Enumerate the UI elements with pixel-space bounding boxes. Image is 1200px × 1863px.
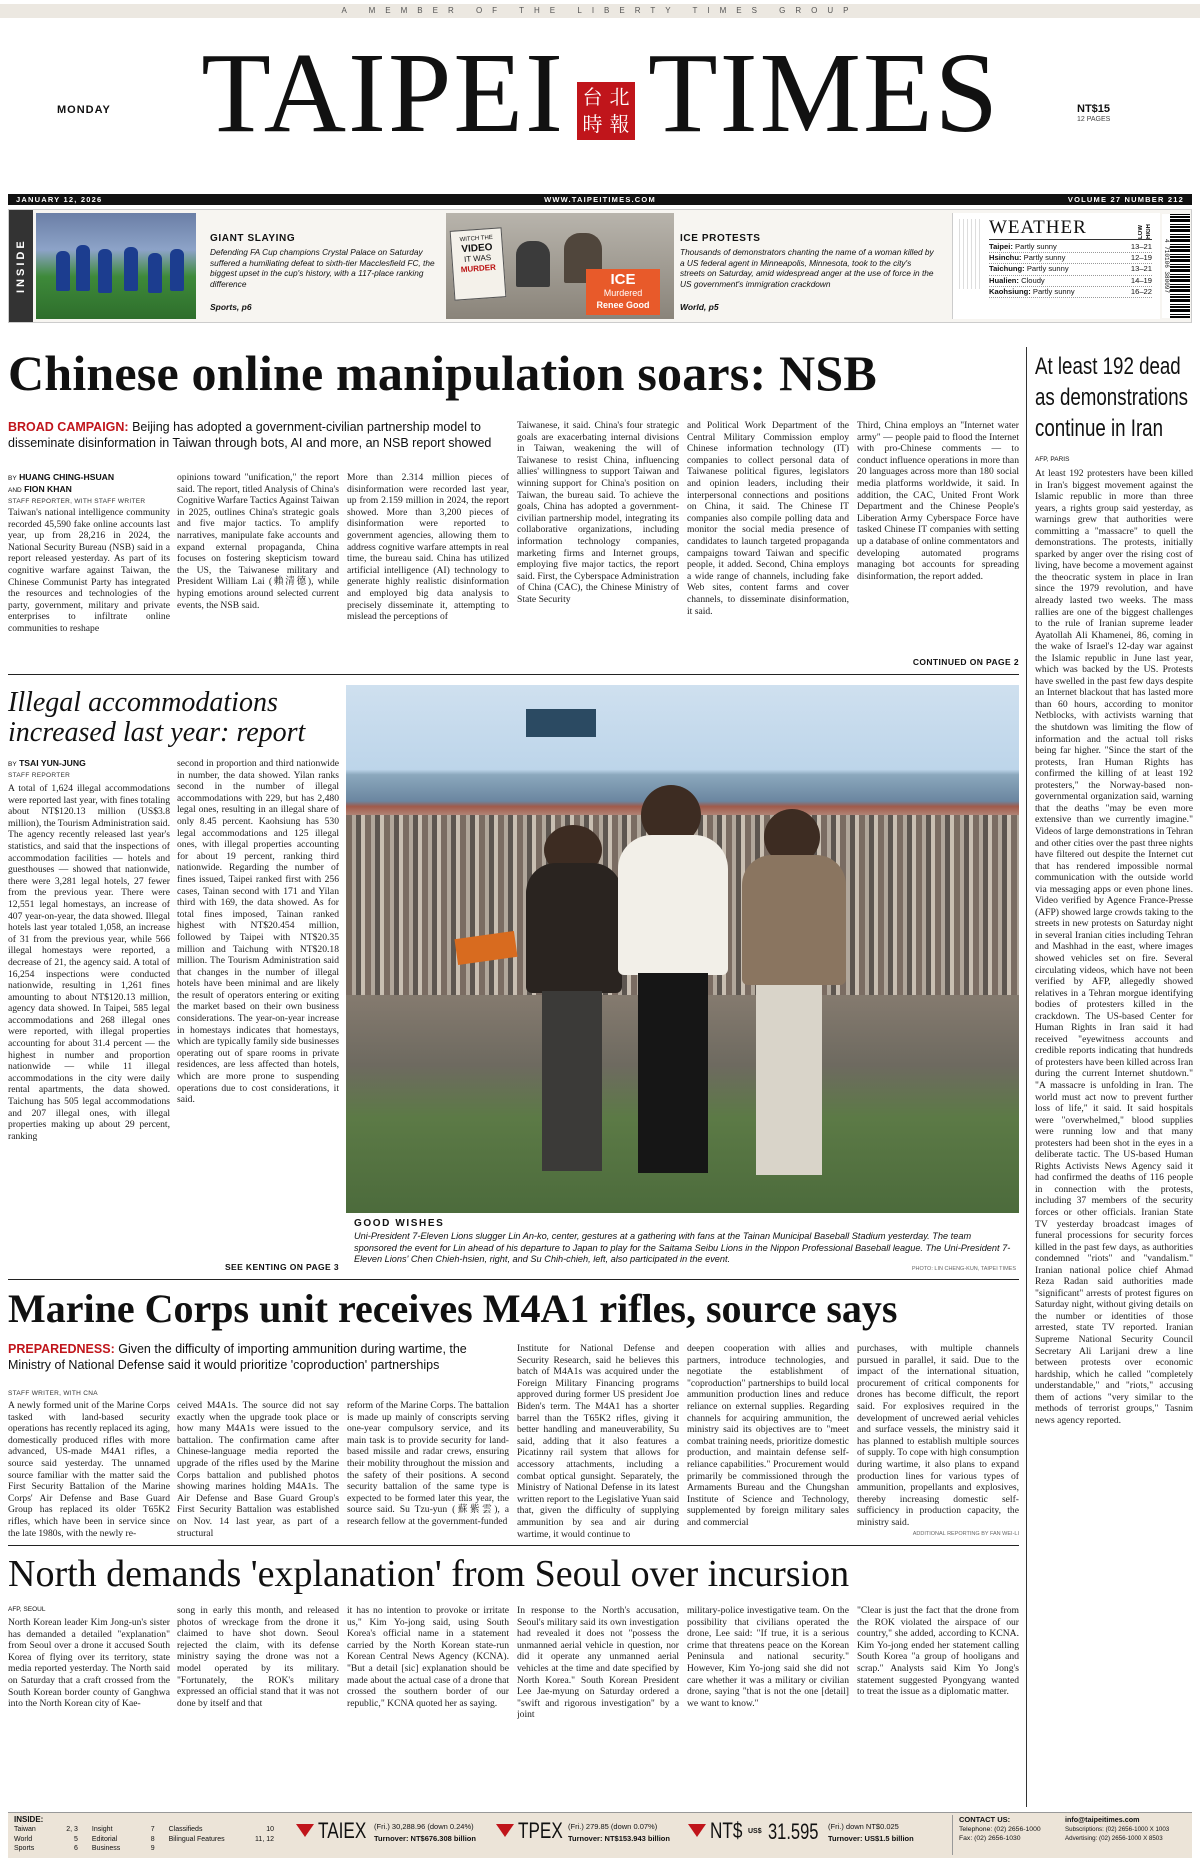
protest-sign-line: VIDEO [461,241,493,256]
contact-advertising: Advertising: (02) 2656-1000 X 8503 [1065,1835,1163,1842]
weather-box [952,213,1160,319]
nsb-lede [8,419,508,451]
volume-number: VOLUME 27 NUMBER 212 [1067,195,1184,204]
weather-low-header: LOW [1138,225,1144,239]
korea-body-col-2: song in early this month, and released photos of wreckage from the drone it claimed to have shot down. Seoul rejected the claim, with its defense ministry saying the drone was not a model operated by its military. "Fortunately, the ROK's military expressed an official stand that it was not done by itself and that [177,1605,339,1709]
protest-sign-line: IT WAS [463,253,492,264]
protest-sign-line: Murdered [603,288,643,298]
index-pages: 9 [150,1845,155,1852]
contact-fax: Fax: (02) 2656-1030 [959,1835,1021,1842]
ntd-value: 31.595 [768,1819,819,1844]
member-line: A MEMBER OF THE LIBERTY TIMES GROUP [0,4,1200,18]
masthead-title-right: TIMES [648,29,1000,156]
korea-dateline: AFP, SEOUL [8,1606,46,1613]
taiex-label: TAIEX [318,1818,367,1843]
footer-index [14,1815,274,1855]
byline-prefix: BY [8,475,17,482]
marine-body-col-2: ceived M4A1s. The source did not say exactly when the upgrade took place or how many M4A1s were issued to the battalion. The confirmation came after Chinese-language media reported the upgrade of the rifles used by the Marine Corps battalion and published photos showing marines holding M4A1s. The Air Defense and Base Guard Group's First Security Battalion was established on Nov. 14 last year, as part of a structural [177,1400,339,1539]
accommodations-headline: Illegal accommodations increased last year: report [8,687,306,748]
weather-condition: Partly sunny [1023,253,1066,263]
protest-sign-line: ICE [610,271,636,288]
weather-city: Taichung: [989,264,1025,274]
index-entry [14,1835,78,1845]
nsb-byline [8,472,168,507]
index-pages: 5 [73,1835,78,1843]
weather-condition: Partly sunny [1032,286,1075,296]
lin-an-ko-photo [346,685,1019,1213]
nsb-lede-text: Beijing has adopted a government-civilian partnership model to disseminate disinformation in Taiwan through bots, AI and more, an NSB report showed [8,420,492,450]
marine-byline-role: STAFF WRITER, WITH CNA [8,1390,98,1397]
barcode [1164,214,1190,318]
marine-body-col-1: A newly formed unit of the Marine Corps tasked with land-based security operations has recently replaced its aging, domestically produced rifles with more advanced, US-made M4A1 rifles, a source said yesterday. The unnamed source familiar with the matter said the First Security Battalion of the Marine Corps' Air Defense and Base Guard Group has replaced its older T65K2 rifles, which have been in service since the late 1980s, with the newly re- [8,1400,170,1539]
weather-condition: Partly sunny [1026,264,1069,274]
date-bar [8,194,1192,205]
accommodations-body-col-1: A total of 1,624 illegal accommodations were reported last year, with fines totaling about NT$120.13 million (US$3.8 million), the Tourism Administration said. The agency recently released last year's statistics, and said that the inspections of accommodation facilities — hotels and guesthouses — showed that nationwide, there were 3,281 legal hotels, 27 fewer from the previous year. There were 12,551 legal homestays, an increase of 407 year-on-year, the data showed. Illegal hotels last year totaled 1,058, an increase of 31 from the previous year, while 566 illegal homestays were reported, a decrease of 21, the agency said. A total of 16,254 inspections were conducted nationwide, resulting in 1,261 fines amounting to about NT$120.13 million, agency data showed. In Taipei, 585 legal accommodations and 268 illegal ones were reported, with illegal properties accounting for about 31.4 percent — the highest in number and proportion nationwide — while 11 illegal accommodations in the city were daily rental apartments, the data showed. Taichung has 505 legal accommodations and 207 illegal ones, with illegal properties making up about 29 percent, ranking [8,783,170,1142]
teaser-sports-section: Sports, p6 [210,302,252,312]
index-entry [14,1825,78,1835]
byline-and: AND [8,487,22,494]
taiex-value: (Fri.) 30,288.96 (down 0.24%) [374,1822,474,1831]
index-section: Bilingual Features [168,1835,225,1843]
weather-range: 12–19 [1130,253,1152,263]
tpex-label: TPEX [518,1818,563,1843]
inside-label: INSIDE [9,210,33,322]
weather-range: 14–19 [1130,275,1152,285]
sports-photo [36,213,196,319]
tpex-value: (Fri.) 279.85 (down 0.07%) [568,1822,658,1831]
korea-body-col-3: it has no intention to provoke or irritate us," Kim Yo-jong said, using South Korea's official name in a statement carried by the North Korean state-run Korean Central News Agency (KCNA). "But a detail [sic] explanation should be made about the actual case of a drone that crossed the southern border of our republic," KCNA quoted her as saying. [347,1605,509,1709]
masthead-price: NT$15 [1077,103,1111,115]
iran-body: At least 192 protesters have been killed in Iran's biggest movement against the Islamic republic in more than three years, a rights group said yesterday, as warnings grew that authorities were committing a "massacre" to quell the demonstrations. The protests, initially sparked by anger over the rising cost of living, have become a movement against the theocratic system in place in Iran since the 1979 revolution, and have already lasted two weeks. The mass rallies are one of the biggest challenges to the rule of Iranian supreme leader Ayatollah Ali Khamenei, 86, coming in the wake of Israel's 12-day war against the Islamic republic in June last year, which was backed by the US. Protests have swelled in the past few days despite an Internet blackout that has lasted more than 60 hours, according to monitor Netblocks, with activists warning that the shutdown was limiting the flow of information and the actual toll risks being far higher. "Since the start of the protests, Iran Human Rights has confirmed the killing of at least 192 protesters," the Norway-based non-governmental organization said, warning that the deaths "may be even more extensive than we currently imagine." Videos of large demonstrations in Tehran and other cities over the past three nights have filtered out despite the Internet cut that has rendered impossible normal communication with the outside world via messaging apps or even phone lines. Video verified by Agence France-Presse (AFP) showed large crowds taking to the streets in new protests on Saturday night in several Iranian cities including Tehran and Mashhad in the east, where images showed vehicles set on fire. Several circulating videos, which have not been verified by AFP, allegedly showed relatives in a Tehran morgue identifying bodies of protesters killed in the crackdown. The US-based Center for Human Rights in Iran said it had received "eyewitness accounts and credible reports indicating that hundreds of protesters have been killed across Iran during the current Internet shutdown." "A massacre is unfolding in Iran. The world must act now to prevent further loss of life," it said. It said hospitals were "overwhelmed," blood supplies were running low and that many protesters had been shot in the eyes in a deliberate tactic. The US-based Human Rights Activists News Agency said it had confirmed the deaths of 116 people in connection with the protests, including 37 members of the security forces or other officials. Iranian State TV yesterday broadcast images of funeral processions for security forces killed in the past few days, as authorities condemned "riots" and "vandalism." Iranian national police chief Ahmad Reza Radan said authorities made "significant" arrests of protest figures on Saturday night, without giving details on the number or identities of those arrested, state TV reported. Iranian Supreme National Security Council Secretary Ali Larijani drew a line between protests over economic hardship, which he called "completely understandable," and "riots," accusing them of actions "very similar to the methods of terrorist groups," Tasnim news agency reported. [1035,468,1193,1426]
down-arrow-icon [688,1824,706,1837]
marine-body-col-5: deepen cooperation with allies and partners, introduce technologies, and negotiate the establishment of "coproduction" partnerships to build local ammunition production lines and reduce reliance on external supplies. Regarding channels for acquiring ammunition, the ministry said its objectives are to "meet combat training needs, prioritize domestic production, and maintain defense self-reliance capabilities." Procurement would primarily be commissioned through the Armaments Bureau and the Chungshan Institute of Science and Technology, supplemented by foreign military sales and commercial [687,1343,849,1528]
nsb-body-col-4: Taiwanese, it said. China's four strategic goals are exacerbating internal divisions in Taiwan, weakening the will of Taiwanese to resist China, influencing allies' willingness to support Taiwan and winning support for China's position on Taiwan, the bureau said. To achieve the goals, China has adopted a government-civilian partnership model, integrating its collaborative organizations, including information technology companies, marketing firms and Internet groups, employing five major tactics, the report said. First, the Cyberspace Administration of China (CAC), the Chinese Ministry of State Security [517,420,679,605]
marine-credit: ADDITIONAL REPORTING BY FAN WEI-LI [912,1531,1019,1537]
weather-high-header: HIGH [1146,224,1152,239]
index-pages: 2, 3 [66,1826,78,1833]
korea-body-col-5: military-police investigative team. On the possibility that civilians operated the drone, Lee said: "If true, it is a serious crime that threatens peace on the Korean Peninsula and national security." However, Kim Yo-jong said she did not care whether it was a military or civilian drone, saying "that is not the one [detail] we want to know." [687,1605,849,1709]
marine-lede-text: Given the difficulty of importing ammunition during wartime, the Ministry of National Defense said it would prioritize 'coproduction' partnerships [8,1342,467,1372]
nsb-body-col-1: Taiwan's national intelligence community recorded 45,590 fake online accounts last year, up from 28,216 in 2024, the National Security Bureau (NSB) said in a report released yesterday. As part of its cognitive warfare against Taiwan, the Chinese Communist Party has integrated the resources and technologies of the party, government, military and private enterprises to infiltrate online communities to reshape [8,507,170,634]
protest-sign-line: WITCH THE [459,234,494,244]
contact-subscriptions: Subscriptions: (02) 2656-1000 X 1003 [1065,1826,1170,1833]
index-pages: 6 [73,1845,78,1852]
nsb-lede-kicker: BROAD CAMPAIGN: [8,420,129,434]
nsb-byline-name-1: HUANG CHING-HSUAN [19,472,115,482]
weather-city: Hualien: [989,275,1019,285]
index-section: Editorial [91,1835,118,1843]
masthead-title-left: TAIPEI [201,29,565,156]
down-arrow-icon [296,1824,314,1837]
protest-sign-line: MURDER [460,262,497,275]
index-pages: 11, 12 [255,1835,274,1843]
nsb-body-col-2: opinions toward "unification," the report said. The report, titled Analysis of China's Cognitive Warfare Tactics Against Taiwan in 2025, outlines China's strategic goals and five major tactics. To amplify narratives, manipulate fake accounts and expand external propaganda, China focuses on fostering skepticism toward the US, the Taiwanese military and President William Lai (賴清德), while hyping emotions around selected current events, the NSB said. [177,472,339,611]
weather-range: 13–21 [1130,242,1152,251]
index-entry [169,1835,274,1845]
nsb-body-col-3: More than 2.314 million pieces of disinformation were recorded last year, up from 2.159 million in 2024, the report showed. More than 3,200 pieces of disinformation were reported to government agencies, allowing them to address cognitive warfare attempts in real time, the bureau said. China has utilized artificial intelligence (AI) technology to generate highly realistic disinformation and employed big data analysis to precisely disseminate it, attempting to mislead the perceptions of [347,472,509,623]
index-section: Insight [91,1826,113,1833]
photo-kicker: GOOD WISHES [354,1218,445,1229]
korea-headline: North demands 'explanation' from Seoul over incursion [8,1553,850,1595]
contact-title: CONTACT US: [959,1815,1011,1824]
masthead-seal [577,82,635,140]
barcode-number: 4 710106 380097 [1162,214,1170,318]
issue-date: JANUARY 12, 2026 [16,195,103,204]
masthead-pages: 12 PAGES [1077,116,1111,123]
iran-headline: At least 192 dead as demonstrations continue in Iran [1035,353,1188,442]
marine-lede [8,1341,508,1373]
nsb-body-col-6: Third, China employs an "Internet water army" — people paid to flood the Internet with pro-Chinese comments — to conduct influence operations in more than 20 languages across more than 180 social media platforms worldwide, it said. In addition, the CAC, United Front Work Department and the Chinese People's Liberation Army Cyberspace Force have tasked Chinese IT companies with setting up a database of online commentators and developing automated programs managing bot accounts for spreading disinformation, the report added. [857,420,1019,582]
weather-city: Taipei: [989,242,1013,251]
weather-range: 16–22 [1130,286,1152,296]
nsb-headline: Chinese online manipulation soars: NSB [8,345,877,401]
weather-title: WEATHER [989,217,1087,238]
photo-caption: Uni-President 7-Eleven Lions slugger Lin An-ko, center, gestures at a gathering with fans at the Tainan Municipal Baseball Stadium yesterday. The team sponsored the event for Lin ahead of his departure to Japan to play for the Saitama Seibu Lions in the Nippon Professional Baseball league. The Uni-President 7-Eleven Lions' Chen Chieh-hsien, right, and Su Chih-chieh, left, also participated in the event. [354,1231,1011,1265]
protest-photo [446,213,674,319]
weather-table [989,242,1152,298]
marine-headline: Marine Corps unit receives M4A1 rifles, source says [8,1286,898,1331]
footer-contact [952,1815,1190,1855]
weather-city: Hsinchu: [989,253,1022,263]
footer-inside-label: INSIDE: [14,1815,44,1824]
index-pages: 8 [150,1835,155,1843]
nsb-byline-name-2: FION KHAN [24,484,72,494]
weather-condition: Cloudy [1021,275,1045,285]
teaser-world-section: World, p5 [680,302,719,312]
site-url: WWW.TAIPEITIMES.COM [544,195,656,204]
tpex-turnover: Turnover: NT$153.943 billion [568,1834,670,1843]
marine-lede-kicker: PREPAREDNESS: [8,1342,115,1356]
index-pages: 7 [150,1826,155,1833]
index-entry [169,1825,274,1835]
ticker-ntd [688,1816,948,1854]
weather-row [989,242,1152,253]
accommodations-continued: SEE KENTING ON PAGE 3 [224,1262,339,1272]
weather-city: Kaohsiung: [989,286,1031,296]
byline-prefix: BY [8,761,17,768]
marine-body-col-6: purchases, with multiple channels pursued in parallel, it said. Due to the impact of the international situation, procurement of critical components for drones has become difficult, the report said. For explosives required in the development of uncrewed aerial vehicles and surface vessels, the ministry said it has planned to establish multiple sources of supply. To cope with high consumption during wartime, it also plans to expand production lines for various types of ammunition, propellants and explosives, thereby increasing domestic self-sufficiency in production capacity, the ministry said. [857,1343,1019,1528]
teaser-sports-kicker: GIANT SLAYING [210,233,296,244]
taiex-turnover: Turnover: NT$676.308 billion [374,1834,476,1843]
marine-body-col-3: reform of the Marine Corps. The battalion is made up mainly of conscripts serving one-year compulsory service, and its main task is to provide security for land-based missile and radar crews, ensuring their mobility throughout the mission and the safety of their positions. A second security battalion of the same type is expected to be formed later this year, the source said. Su Tzu-yun (蘇紫雲), a research fellow at the government-funded [347,1400,509,1527]
teaser-world-text: Thousands of demonstrators chanting the name of a woman killed by a US federal agent in Minneapolis, Minnesota, took to the city's streets on Saturday, amid widespread anger at the use of force in the US government's immigration crackdown [680,247,934,289]
footer-index-grid [14,1825,274,1854]
protest-sign-line: Renee Good [596,300,650,310]
weather-row [989,287,1152,298]
ticker-tpex [496,1816,676,1854]
ntd-turnover: Turnover: US$1.5 billion [828,1834,914,1843]
photo-credit: PHOTO: LIN CHENG-KUN, TAIPEI TIMES [911,1266,1016,1272]
nsb-byline-role: STAFF REPORTER, WITH STAFF WRITER [8,498,146,505]
weather-row [989,264,1152,275]
index-section: Classifieds [168,1826,203,1833]
seal-char: 時 [582,112,603,136]
index-entry [92,1825,155,1835]
accommodations-byline-name: TSAI YUN-JUNG [19,758,86,768]
index-entry [14,1844,78,1854]
index-entry [92,1844,155,1854]
index-section: Taiwan [14,1826,36,1833]
ntd-label: NT$ [710,1818,743,1843]
index-entry [92,1835,155,1845]
ntd-unit: US$ [748,1828,762,1835]
weather-row [989,253,1152,264]
accommodations-body-col-2: second in proportion and third nationwide in number, the data showed. Yilan ranks second in the number of illegal accommodations with 229, but has 2,480 legal ones, resulting in an illegal share of only 8.45 percent. Kaohsiung has 530 legal accommodations and 125 illegal ones, with illegal properties accounting for about 19 percent, ranking third nationwide. Regarding the number of fines issued, Taipei ranked first with 256 cases, Tainan second with 171 and Yilan third with 169, the data showed. As for total fines imposed, Tainan ranked highest with NT$20.454 million, followed by Taipei with NT$20.35 million and Taichung with NT$20.18 million. The Tourism Administration said that changes in the number of illegal hotels have been minimal and are likely the result of operators entering or exiting the market based on their own business considerations. The year-on-year increase in homestays indicates that homestays, which are typically family side businesses operating out of spare rooms in private residences, are less affected than hotels, which are more prone to suspending operations due to cost considerations, it said. [177,758,339,1106]
contact-telephone: Telephone: (02) 2656-1000 [959,1826,1041,1833]
korea-body-col-6: "Clear is just the fact that the drone from the ROK violated the airspace of our country," she added, according to KCNA. Kim Yo-jong ended her statement calling South Korea "a group of hooligans and scrap." Analysts said Kim Yo Jong's statement suggested Pyongyang wanted to treat the issue as a diplomatic matter. [857,1605,1019,1698]
masthead-day: MONDAY [57,104,111,116]
seal-char: 北 [609,85,630,109]
weather-condition: Partly sunny [1015,242,1057,251]
iran-dateline: AFP, PARIS [1035,456,1070,463]
ticker-taiex [296,1816,484,1854]
contact-email[interactable]: info@taipeitimes.com [1065,1815,1140,1824]
weather-row [989,276,1152,287]
seal-char: 台 [582,85,603,109]
nsb-continued: CONTINUED ON PAGE 2 [912,657,1019,667]
index-pages: 10 [266,1826,274,1833]
down-arrow-icon [496,1824,514,1837]
ntd-change: (Fri.) down NT$0.025 [828,1822,899,1831]
teaser-world-kicker: ICE PROTESTS [680,233,761,244]
accommodations-byline [8,758,168,781]
marine-byline [8,1388,168,1399]
index-section: Business [91,1845,121,1852]
korea-body-col-1: North Korean leader Kim Jong-un's sister has demanded a detailed "explanation" from Seoul over a drone it accused South Korea of flying over its territory, state media reported yesterday. The North said on Saturday that a craft crossed from the South Korean border county of Ganghwa into the North Korean city of Kae- [8,1617,170,1710]
teaser-sports-text: Defending FA Cup champions Crystal Palace on Saturday suffered a humiliating defeat to sixth-tier Macclesfield FC, the biggest upset in the cup's history, with a 117-place ranking difference [210,247,435,289]
index-section: World [14,1835,33,1843]
nsb-body-col-5: and Political Work Department of the Central Military Commission employ Chinese information technology (IT) companies to collect personal data of Taiwanese political figures, legislators and opinion leaders, including their interpersonal connections and positions on China, it said. The Chinese IT companies also compile polling data and monitor the social media presence of candidates to launch targeted propaganda campaigns toward Taiwan and specific people, it added. Second, China employs a wide range of channels, including fake Web sites, content farms and cover channels, to disseminate disinformation, it said. [687,420,849,617]
weather-range: 13–21 [1130,264,1152,274]
marine-body-col-4: Institute for National Defense and Security Research, said he believes this batch of M4A1s was acquired under the Foreign Military Financing programs approved during former US president Joe Biden's term. The M4A1 has a shorter barrel than the T65K2 rifles, giving it better handling and maneuverability, Su said, adding that it also features a Picatinny rail system that allows for accessory attachments, including a combat optical gunsight. Separately, the Ministry of National Defense in its latest written report to the Legislative Yuan said that, given the difficulty of supplying ammunition by sea and air during wartime, it would continue to [517,1343,679,1540]
index-section: Sports [14,1845,35,1852]
seal-char: 報 [609,112,630,136]
accommodations-byline-role: STAFF REPORTER [8,772,71,779]
korea-body-col-4: In response to the North's accusation, Seoul's military said its own investigation had revealed it does not "possess the unmanned aerial vehicle in question, nor did it operate any unmanned aerial vehicles at the time and date specified by North Korea." South Korean President Lee Jae-myung on Saturday ordered a "swift and rigorous investigation" by a joint [517,1605,679,1721]
